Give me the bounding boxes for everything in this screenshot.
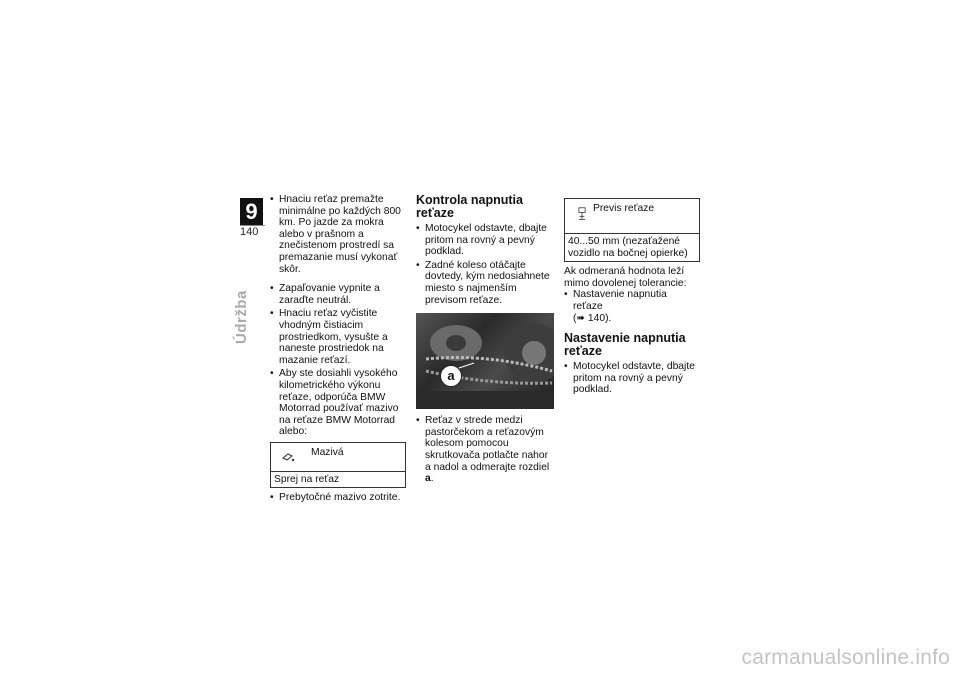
list-item: • Prebytočné mazivo zotrite.: [270, 492, 407, 504]
list-item: • Hnaciu reťaz premažte minimálne po každých 800 km. Po jazde za mokra alebo v prašnom a znečistenom prostredí sa premazanie musí vykonať skôr.: [270, 194, 407, 275]
chain-illustration: [416, 313, 554, 409]
chain-gauge-icon: [575, 207, 589, 221]
list-item: • Zadné koleso otáčajte dovtedy, kým nedosiahnete miesto s najmenším previsom reťaze.: [416, 260, 554, 306]
watermark: carmanualsonline.info: [741, 646, 950, 669]
cross-reference-page[interactable]: (➠ 140).: [573, 312, 612, 324]
list-item: [416, 415, 554, 485]
chain-slack-spec-box: [564, 198, 700, 262]
list-item: • Motocykel odstavte, dbajte pritom na rovný a pevný podklad.: [416, 223, 554, 258]
measure-step-callout: a: [425, 473, 431, 485]
section-heading-chain-check: Kontrola napnutia reťaze: [416, 193, 523, 220]
measure-step-text: Reťaz v strede medzi pastorčekom a reťazovým kolesom pomocou skrutkovača potlačte nahor a nadol a odmerajte rozdiel: [425, 415, 550, 473]
chapter-number: 9: [240, 198, 263, 225]
chain-measure-step: [416, 415, 554, 485]
tolerance-steps: [564, 289, 698, 324]
cross-reference-text: Nastavenie napnutia reťaze: [573, 289, 667, 312]
measure-step-end: .: [430, 473, 434, 485]
list-item: [564, 289, 698, 324]
chain-slack-spec-value: 40...50 mm (nezaťažené vozidlo na bočnej opierke): [568, 236, 688, 259]
chain-photo: [416, 313, 554, 409]
lubrication-steps: [270, 194, 407, 438]
chain-slack-spec-header: [565, 199, 699, 234]
list-item: • Motocykel odstavte, dbajte pritom na rovný a pevný podklad.: [564, 361, 698, 396]
lubricant-spec-title: Mazivá: [311, 446, 344, 458]
chapter-side-label: Údržba: [233, 290, 250, 344]
lubrication-final-step: [270, 492, 407, 504]
column-3: [564, 194, 698, 398]
lubricant-spec-box: [270, 442, 406, 489]
chain-adjust-steps: [564, 361, 698, 396]
column-1: [270, 194, 407, 506]
list-item: • Aby ste dosiahli vysokého kilometrického výkonu reťaze, odporúča BMW Motorrad používať mazivo na reťaze BMW Motorrad alebo:: [270, 368, 407, 438]
tolerance-paragraph: Ak odmeraná hodnota leží mimo dovolenej tolerancie:: [564, 266, 687, 289]
column-2: [416, 194, 554, 487]
lubricant-spec-value: Sprej na reťaz: [274, 473, 340, 485]
chain-slack-spec-title: Previs reťaze: [593, 203, 655, 214]
page-number: 140: [240, 226, 259, 238]
list-item: • Zapaľovanie vypnite a zaraďte neutrál.: [270, 283, 407, 306]
section-heading-chain-adjust: Nastavenie napnutia reťaze: [564, 331, 686, 359]
oil-drop-icon: [281, 449, 295, 463]
chain-check-steps: [416, 223, 554, 306]
list-item: • Hnaciu reťaz vyčistite vhodným čistiacim prostriedkom, vysušte a naneste prostriedok na mazanie reťazí.: [270, 308, 407, 366]
photo-callout-a: a: [440, 365, 462, 387]
lubricant-spec-header: [271, 443, 405, 472]
